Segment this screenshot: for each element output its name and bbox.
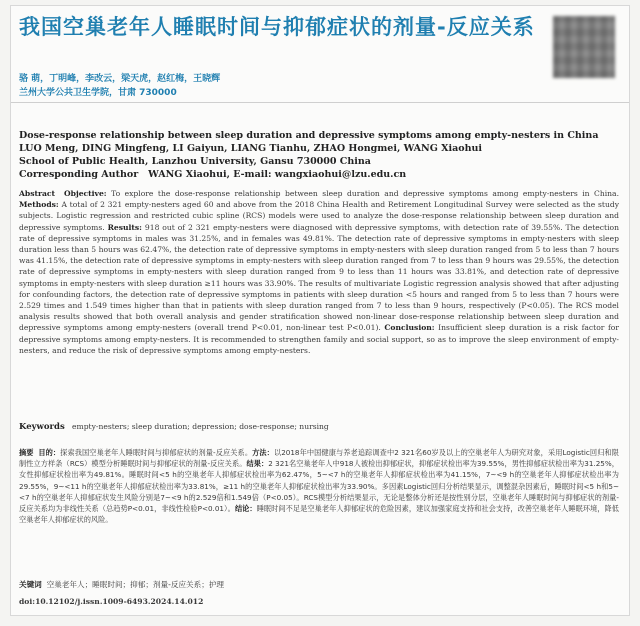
english-affiliation: School of Public Health, Lanzhou University, Gansu 730000 China: [19, 156, 371, 167]
english-abstract: Abstract Objective: To explore the dose-response relationship between sleep duration and depressive symptoms among empty-nesters in China. Methods: A total of 2 321 empty-nesters aged 60 and above from the 2018 China Health and Retirement Longitudinal Survey were selected as the study subjects. Logistic regression and restricted cubic spline (RCS) models were used to analyze the dose-response relationship between sleep duration and depressive symptoms. Results: 918 out of 2 321 empty-nesters were diagnosed with depressive symptoms, with detection rate of 39.55%. The detection rate of depressive symptoms in males was 31.25%, and in females was 49.81%. The detection rate of depressive symptoms in empty-nesters with sleep duration less than 5 hours was 62.47%, the detection rate of depressive symptoms in empty-nesters with sleep duration ranged from 5 to less than 7 hours was 41.15%, the detection rate of depressive symptoms in empty-nesters with sleep duration ranged from 7 to less than 9 hours was 29.55%, the detection rate of depressive symptoms in empty-nesters with sleep duration ranged from 9 to less than 11 hours was 33.81%, and detection rate of depressive symptoms in empty-nesters with sleep duration ≥11 hours was 33.90%. The results of multivariate Logistic regression analysis showed that after adjusting for confounding factors, the detection rate of depressive symptoms in patients with sleep duration <5 hours and ranged from 5 to less than 7 hours were 2.529 times and 1.549 times higher than that in patients with sleep duration ranged from 7 to less than 9 hours, respectively (P<0.05). The RCS model analysis results showed that both overall analysis and gender stratification showed non-linear dose-response relationship between sleep duration and depressive symptoms among empty-nesters (overall trend P<0.01, non-linear test P<0.01). Conclusion: Insufficient sleep duration is a risk factor for depressive symptoms among empty-nesters. It is recommended to strengthen family and social support, so as to improve the sleep environment of empty-nesters, and reduce the risk of depressive symptoms among empty-nesters.: [19, 189, 619, 355]
chinese-authors: 骆 萌，丁明峰，李改云，梁天虎，赵红梅，王晓辉: [19, 74, 221, 84]
chinese-title: 我国空巢老年人睡眠时间与抑郁症状的剂量-反应关系: [19, 15, 535, 39]
doi-line[interactable]: doi:10.12102/j.issn.1009-6493.2024.14.012: [19, 597, 204, 606]
blurred-qr-code: [553, 16, 615, 78]
chinese-abstract: 摘要 目的：探索我国空巢老年人睡眠时间与抑郁症状的剂量-反应关系。方法：以2018年中国健康与养老追踪调查中2 321名60岁及以上的空巢老年人为研究对象，采用Logistic回归和限制性立方样条（RCS）模型分析睡眠时间与抑郁症状的剂量-反应关系。结果：2 321名空巢老年人中918人被检出抑郁症状，抑郁症状检出率为39.55%，男性抑郁症状检出率为31.25%，女性抑郁症状检出率为49.81%。睡眠时间<5 h的空巢老年人抑郁症状检出率为62.47%，5~<7 h的空巢老年人抑郁症状检出率为41.15%，7~<9 h的空巢老年人抑郁症状检出率为29.55%，9~<11 h的空巢老年人抑郁症状检出率为33.81%，≥11 h的空巢老年人抑郁症状检出率为33.90%。多因素Logistic回归分析结果显示，调整混杂因素后，睡眠时间<5 h和5~<7 h的空巢老年人抑郁症状发生风险分别是7~<9 h的2.529倍和1.549倍（P<0.05）。RCS模型分析结果显示，无论是整体分析还是按性别分层，空巢老年人睡眠时间与抑郁症状的剂量-反应关系均为非线性关系（总趋势P<0.01，非线性检验P<0.01）。结论：睡眠时间不足是空巢老年人抑郁症状的危险因素，建议加强家庭支持和社会支持，改善空巢老年人睡眠环境，降低空巢老年人抑郁症状的风险。: [19, 448, 619, 525]
chinese-keywords: 关键词 空巢老年人；睡眠时间；抑郁；剂量-反应关系；护理: [19, 580, 225, 589]
english-authors: LUO Meng, DING Mingfeng, LI Gaiyun, LIANG Tianhu, ZHAO Hongmei, WANG Xiaohui: [19, 143, 483, 154]
corresponding-author: Corresponding Author WANG Xiaohui, E-mail: wangxiaohui@lzu.edu.cn: [19, 169, 407, 180]
english-keywords: Keywords empty-nesters; sleep duration; depression; dose-response; nursing: [19, 422, 329, 432]
english-title: Dose-response relationship between sleep duration and depressive symptoms among empty-nesters in China: [19, 130, 599, 141]
english-header: [19, 129, 619, 181]
paper-page: [10, 5, 630, 616]
header-divider: [11, 102, 629, 103]
chinese-affiliation: 兰州大学公共卫生学院，甘肃 730000: [19, 88, 177, 98]
